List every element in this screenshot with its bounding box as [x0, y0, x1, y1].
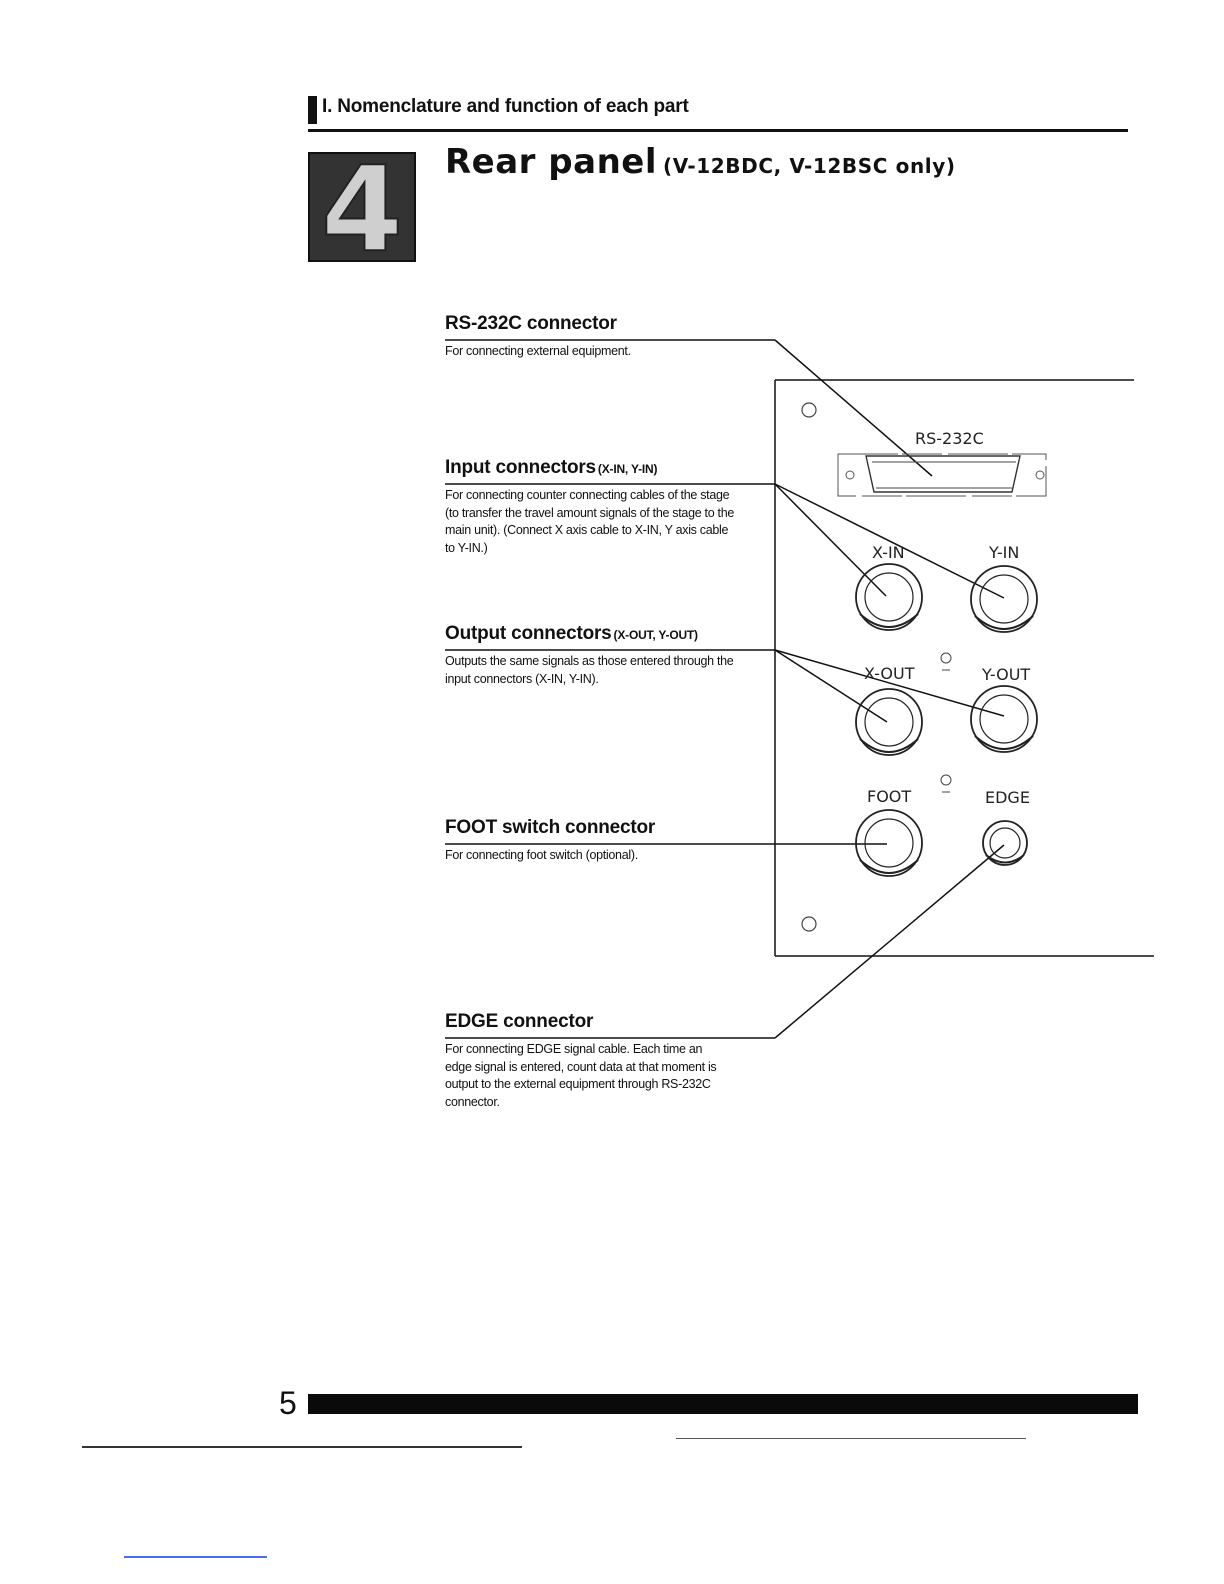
- callout-rs232c-title-text: RS-232C connector: [445, 313, 617, 334]
- label-x-in: X-IN: [872, 543, 905, 562]
- footer-underline-mark: [124, 1556, 267, 1558]
- rs232c-connector: [838, 454, 1046, 496]
- callout-output-desc: Outputs the same signals as those entered through the input connectors (X-IN, Y-IN).: [445, 654, 734, 686]
- callout-edge-title-text: EDGE connector: [445, 1011, 594, 1032]
- leader-y-in: [775, 484, 1004, 598]
- label-foot: FOOT: [867, 787, 912, 806]
- footer-bar: [308, 1394, 1138, 1414]
- callout-foot-title-text: FOOT switch connector: [445, 817, 656, 838]
- chapter-number: 4: [320, 152, 404, 262]
- ground-mark-bottom: [941, 775, 951, 792]
- callout-input-desc: For connecting counter connecting cables of the stage (to transfer the travel amount signals of the stage to the main unit). (Connect X axis cable to X-IN, Y axis cable to Y-IN.): [445, 488, 735, 555]
- screw-hole-top: [802, 403, 816, 417]
- label-rs232c: RS-232C: [915, 429, 984, 448]
- leader-x-in: [775, 484, 886, 596]
- callout-rs232c-desc: For connecting external equipment.: [445, 344, 631, 358]
- page-number: 5: [279, 1385, 297, 1421]
- y-out-connector: [971, 686, 1037, 752]
- callout-input-title-small: (X-IN, Y-IN): [597, 462, 658, 476]
- footer-rule-right: [676, 1438, 1026, 1439]
- panel-outline: [775, 380, 1154, 956]
- ground-mark-top: [941, 653, 951, 670]
- y-in-connector: [971, 566, 1037, 632]
- section-title: I. Nomenclature and function of each part: [322, 96, 689, 117]
- footer-rule-left: [82, 1446, 522, 1448]
- callout-foot-desc: For connecting foot switch (optional).: [445, 848, 638, 862]
- heading-sub: (V-12BDC, V-12BSC only): [663, 154, 956, 178]
- label-edge: EDGE: [985, 788, 1030, 807]
- callout-edge-desc: For connecting EDGE signal cable. Each time an edge signal is entered, count data at that moment is output to the external equipment through RS-232C connector.: [445, 1042, 717, 1109]
- label-y-in: Y-IN: [989, 543, 1020, 562]
- callout-output-title-text: Output connectors: [445, 623, 612, 644]
- label-y-out: Y-OUT: [982, 665, 1031, 684]
- leader-x-out: [775, 650, 887, 722]
- callout-output-title-small: (X-OUT, Y-OUT): [613, 628, 698, 642]
- heading-main: Rear panel: [445, 142, 657, 182]
- callout-input-title-text: Input connectors: [445, 457, 596, 478]
- leader-y-out: [775, 650, 1004, 716]
- edge-connector: [983, 821, 1027, 865]
- screw-hole-bottom: [802, 917, 816, 931]
- foot-connector: [856, 810, 922, 876]
- label-x-out: X-OUT: [864, 664, 915, 683]
- x-out-connector: [856, 689, 922, 755]
- x-in-connector: [856, 564, 922, 630]
